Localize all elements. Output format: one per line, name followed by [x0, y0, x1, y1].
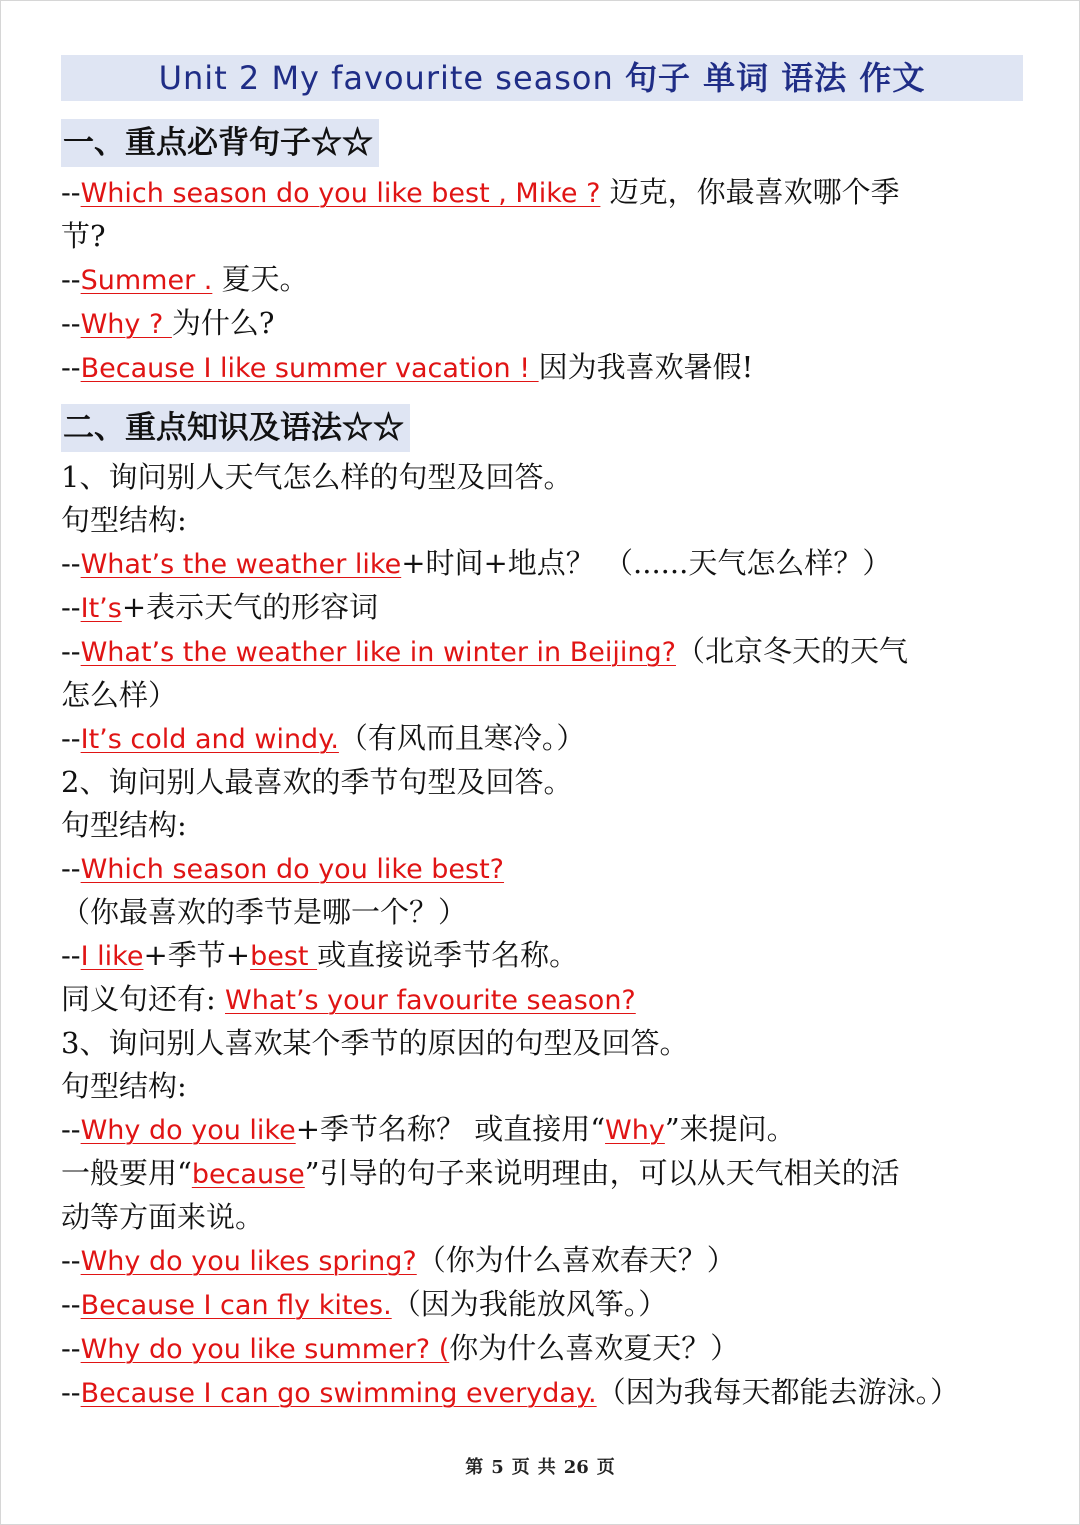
page-footer — [1, 1453, 1079, 1479]
chinese-text: +季节+ — [143, 938, 251, 972]
dash: -- — [61, 634, 81, 668]
english-sentence: Why ? — [80, 309, 172, 340]
chinese-translation: 夏天。 — [212, 262, 309, 296]
english-sentence: Summer . — [80, 265, 213, 296]
dash: -- — [61, 1375, 81, 1409]
synonym-line — [61, 978, 1023, 1022]
dash: -- — [61, 306, 81, 340]
english-sentence: Because I like summer vacation ! — [80, 353, 539, 384]
chinese-text: 同义句还有: — [61, 982, 225, 1016]
spacer — [61, 390, 1023, 402]
english-sentence: It’s — [80, 593, 122, 624]
dash: -- — [61, 350, 81, 384]
dash: -- — [61, 1243, 81, 1277]
page-title — [61, 55, 1023, 101]
sentence-line — [61, 630, 1023, 674]
structure-label: 句型结构: — [61, 503, 187, 537]
chinese-translation: +时间+地点？ （......天气怎么样？） — [401, 546, 892, 580]
english-sentence: What’s your favourite season? — [225, 985, 636, 1016]
page-number: 5 — [491, 1457, 504, 1478]
english-sentence: What’s the weather like in winter in Beijing? — [80, 637, 676, 668]
english-sentence: Because I can go swimming everyday. — [80, 1378, 597, 1409]
chinese-translation: 迈克，你最喜欢哪个季 — [600, 175, 900, 209]
chinese-translation: 为什么? — [171, 306, 275, 340]
sentence-line-continued: （你最喜欢的季节是哪一个？） — [61, 895, 468, 929]
chinese-translation: 你为什么喜欢夏天？） — [449, 1331, 740, 1365]
english-phrase: because — [191, 1159, 305, 1190]
english-sentence: Why do you likes spring? — [80, 1246, 417, 1277]
sentence-line — [61, 586, 1023, 630]
sentence-line — [61, 1108, 1023, 1152]
english-phrase: I like — [80, 941, 144, 972]
title-english: Unit 2 My favourite season — [158, 59, 614, 97]
page-content — [61, 55, 1023, 1415]
chinese-text: ”引导的句子来说明理由，可以从天气相关的活 — [304, 1156, 900, 1190]
sentence-line — [61, 717, 1023, 761]
chinese-translation: （因为我能放风筝。） — [391, 1287, 668, 1321]
dash: -- — [61, 938, 81, 972]
chinese-text: 一般要用“ — [61, 1156, 192, 1190]
sentence-line — [61, 847, 1023, 891]
dash: -- — [61, 1112, 81, 1146]
section-heading-sentences: 一、重点必背句子☆☆ — [61, 119, 379, 167]
dash: -- — [61, 721, 81, 755]
chinese-translation: 或直接说季节名称。 — [317, 938, 579, 972]
english-sentence: Which season do you like best , Mike ? — [80, 178, 601, 209]
sentence-line — [61, 302, 1023, 346]
title-chinese: 句子 单词 语法 作文 — [624, 59, 926, 97]
sentence-line — [61, 258, 1023, 302]
dash: -- — [61, 262, 81, 296]
sentence-line — [61, 171, 1023, 215]
grammar-point-1: 1、询问别人天气怎么样的句型及回答。 — [61, 460, 573, 494]
chinese-translation: +表示天气的形容词 — [121, 590, 379, 624]
chinese-translation: 因为我喜欢暑假! — [538, 350, 754, 384]
dash: -- — [61, 851, 81, 885]
english-phrase: Why do you like — [80, 1115, 296, 1146]
footer-text: 第 — [465, 1457, 484, 1478]
explanation-line-continued: 动等方面来说。 — [61, 1200, 265, 1234]
english-phrase: Why — [605, 1115, 665, 1146]
footer-text: 页 — [511, 1457, 530, 1478]
english-sentence: What’s the weather like — [80, 549, 402, 580]
english-sentence: Which season do you like best? — [80, 854, 505, 885]
english-phrase: best — [250, 941, 318, 972]
english-sentence: Because I can fly kites. — [80, 1290, 392, 1321]
total-pages: 26 — [563, 1457, 589, 1478]
footer-text: 页 — [596, 1457, 615, 1478]
sentence-line — [61, 542, 1023, 586]
dash: -- — [61, 1287, 81, 1321]
sentence-line-continued: 怎么样） — [61, 678, 178, 712]
chinese-translation: （你为什么喜欢春天？） — [416, 1243, 736, 1277]
english-sentence: It’s cold and windy. — [80, 724, 339, 755]
footer-text: 共 — [537, 1457, 556, 1478]
dash: -- — [61, 175, 81, 209]
sentence-line — [61, 1371, 1023, 1415]
dash: -- — [61, 546, 81, 580]
english-sentence: Why do you like summer? ( — [80, 1334, 450, 1365]
chinese-translation: （因为我每天都能去游泳。） — [596, 1375, 960, 1409]
chinese-text: +季节名称？ 或直接用“ — [295, 1112, 606, 1146]
structure-label: 句型结构: — [61, 1069, 187, 1103]
grammar-point-3: 3、询问别人喜欢某个季节的原因的句型及回答。 — [61, 1026, 689, 1060]
sentence-line — [61, 1283, 1023, 1327]
sentence-line — [61, 1327, 1023, 1371]
sentence-line-continued: 节? — [61, 219, 106, 253]
chinese-text: ”来提问。 — [664, 1112, 796, 1146]
explanation-line — [61, 1152, 1023, 1196]
sentence-line — [61, 934, 1023, 978]
sentence-line — [61, 1239, 1023, 1283]
structure-label: 句型结构: — [61, 808, 187, 842]
dash: -- — [61, 1331, 81, 1365]
sentence-line — [61, 346, 1023, 390]
section-heading-grammar: 二、重点知识及语法☆☆ — [61, 404, 410, 452]
dash: -- — [61, 590, 81, 624]
grammar-point-2: 2、询问别人最喜欢的季节句型及回答。 — [61, 765, 573, 799]
chinese-translation: （北京冬天的天气 — [675, 634, 908, 668]
chinese-translation: （有风而且寒冷。） — [338, 721, 586, 755]
